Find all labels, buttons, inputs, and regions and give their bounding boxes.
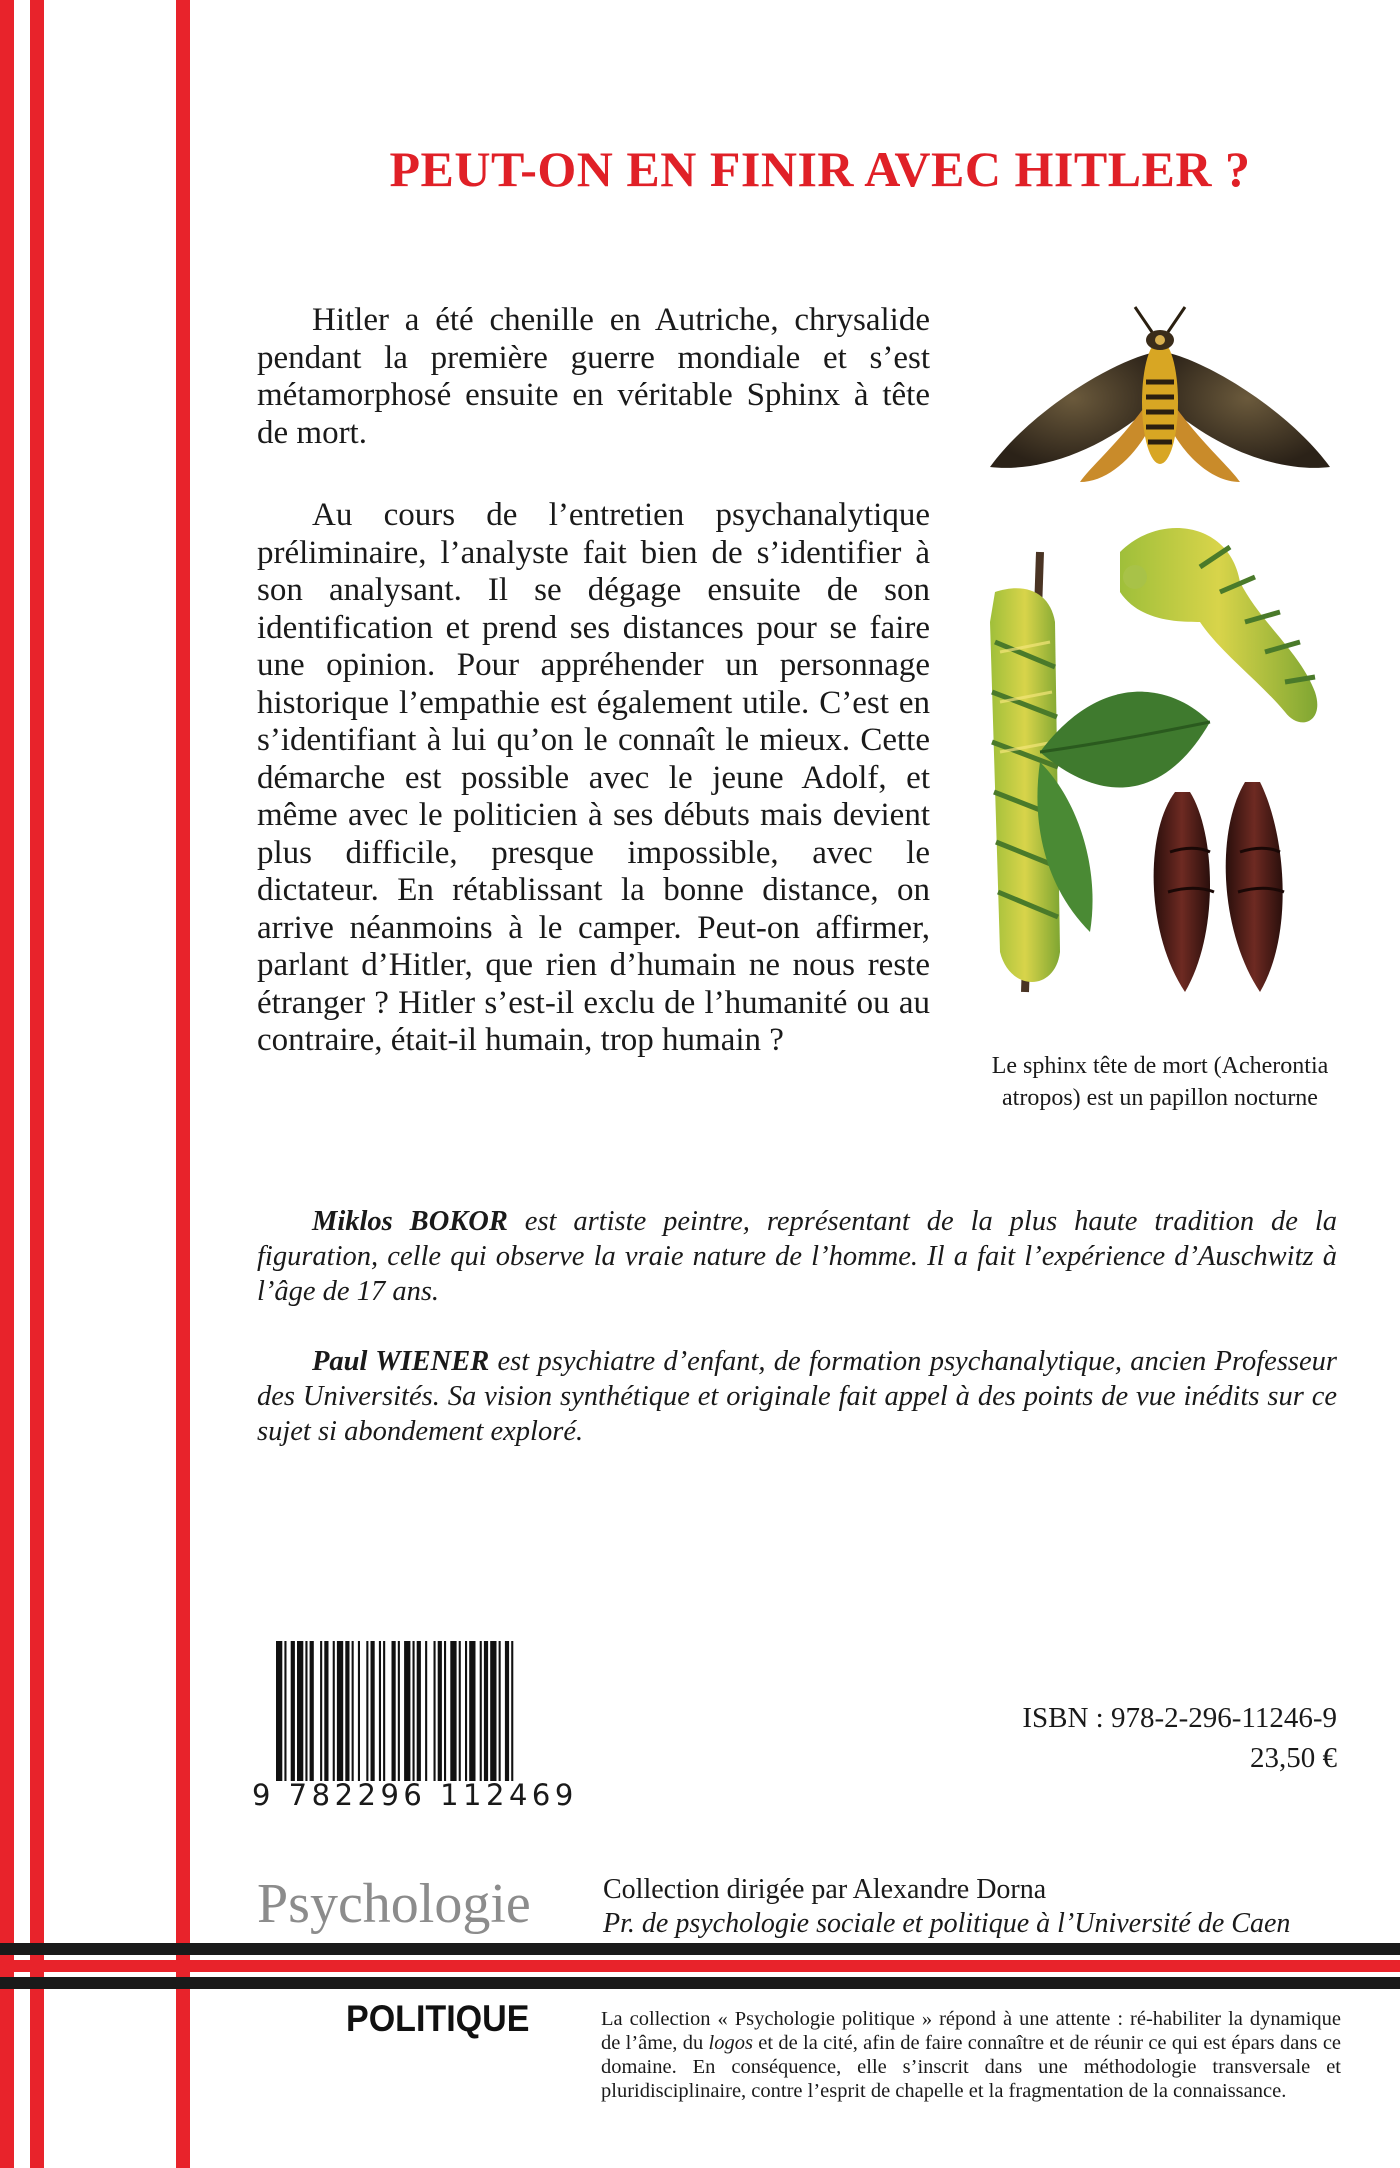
barcode-bar: [398, 1641, 400, 1781]
barcode-bar: [320, 1641, 322, 1781]
desc-logos: logos: [708, 2032, 753, 2054]
isbn-barcode: [276, 1641, 566, 1781]
death-head-hawkmoth-illustration: [970, 292, 1350, 1012]
band-black-2: [0, 1977, 1400, 1989]
barcode-bar: [392, 1641, 396, 1781]
barcode-bar: [379, 1641, 381, 1781]
barcode-bar: [480, 1641, 482, 1781]
barcode-bar: [413, 1641, 415, 1781]
barcode-bar: [490, 1641, 496, 1781]
pupae: [1154, 782, 1284, 992]
barcode-bar: [434, 1641, 436, 1781]
barcode-bar: [465, 1641, 467, 1781]
collection-director: [603, 1873, 1290, 1941]
barcode-bar: [305, 1641, 307, 1781]
barcode-bar: [352, 1641, 354, 1781]
barcode-bar: [511, 1641, 513, 1781]
desc-text-2: et de la cité, afin de faire connaître et de réunir ce qui est épars dans ce domaine. En conséquence, elle s’inscrit dans une méthodologie transversale et pluridisciplinaire, contre l’esprit de chapelle et la fragmentation de la connaissance.: [601, 2032, 1342, 2102]
series-logo-politique: POLITIQUE: [346, 1998, 530, 2039]
barcode-bar: [484, 1641, 488, 1781]
author-bio-text-1: est artiste peintre, représentant de la plus haute tradition de la figuration, celle qui observe la vraie nature de l’homme. Il a fait l’expérience d’Auschwitz à l’âge de 17 ans.: [257, 1206, 1337, 1307]
barcode-bar: [366, 1641, 368, 1781]
band-black-1: [0, 1943, 1400, 1955]
barcode-bar: [333, 1641, 335, 1781]
barcode-bar: [297, 1641, 303, 1781]
barcode-bar: [358, 1641, 360, 1781]
barcode-bar: [459, 1641, 461, 1781]
desc-text-1: La collection « Psychologie politique » répond à une attente : ré-habiliter la dynamique de l’âme, du: [601, 2008, 1341, 2054]
barcode-bar: [425, 1641, 427, 1781]
collection-line-2: Pr. de psychologie sociale et politique à l’Université de Caen: [603, 1908, 1291, 1939]
left-red-stripe-3: [176, 0, 190, 2168]
summary-paragraph-1: [257, 302, 930, 452]
illustration-caption: Le sphinx tête de mort (Acherontia atropos) est un papillon nocturne: [991, 1053, 1329, 1111]
isbn-block: [1022, 1698, 1337, 1778]
barcode-bar: [469, 1641, 475, 1781]
collection-line-1: Collection dirigée par Alexandre Dorna: [603, 1874, 1047, 1905]
barcode-bar: [291, 1641, 295, 1781]
isbn-number: ISBN : 978-2-296-11246-9: [1022, 1702, 1337, 1734]
left-red-stripe-2: [30, 0, 44, 2168]
summary-text-2: Au cours de l’entretien psychanalytique préliminaire, l’analyste fait bien de s’identifier à son analysant. Il se dégage ensuite de son identification et prend ses distances pour se faire une opinion. Pour appréhender un personnage historique l’empathie est également utile. C’est en s’identifiant à lui qu’on le connaît le mieux. Cette démarche est possible avec le jeune Adolf, et même avec le politicien à ses débuts mais devient plus difficile, presque impossible, avec le dictateur. En rétablissant la bonne distance, on arrive néanmoins à le camper. Peut-on affirmer, parlant d’Hitler, que rien d’humain ne nous reste étranger ? Hitler s’est-il exclu de l’humanité ou au contraire, était-il humain, trop humain ?: [257, 497, 930, 1058]
author-bio-1: [257, 1204, 1337, 1309]
barcode-bar: [450, 1641, 456, 1781]
barcode-bar: [499, 1641, 501, 1781]
author-name-2: Paul WIENER: [312, 1346, 490, 1377]
collection-description: [601, 2007, 1341, 2103]
author-bio-2: [257, 1344, 1337, 1449]
barcode-bar: [444, 1641, 446, 1781]
band-red-1: [0, 1960, 1400, 1972]
barcode-bar: [324, 1641, 328, 1781]
price: 23,50 €: [1250, 1742, 1337, 1774]
barcode-bar: [438, 1641, 442, 1781]
barcode-number: 9 782296 112469: [252, 1778, 578, 1812]
barcode-bar: [383, 1641, 385, 1781]
left-red-stripe-1: [0, 0, 14, 2168]
barcode-bar: [345, 1641, 349, 1781]
barcode-bar: [371, 1641, 375, 1781]
barcode-bar: [310, 1641, 314, 1781]
barcode-bar: [505, 1641, 509, 1781]
moth-shape: [990, 307, 1330, 482]
barcode-bar: [417, 1641, 421, 1781]
barcode-bar: [276, 1641, 282, 1781]
author-bio-text-2: est psychiatre d’enfant, de formation psychanalytique, ancien Professeur des Universités. Sa vision synthétique et originale fait appel à des points de vue inédits sur ce sujet si abondement exploré.: [257, 1346, 1337, 1447]
author-name-1: Miklos BOKOR: [312, 1206, 508, 1237]
barcode-bar: [404, 1641, 410, 1781]
series-logo-psychologie: Psychologie: [257, 1873, 531, 1935]
summary-text-1: Hitler a été chenille en Autriche, chrysalide pendant la première guerre mondiale et s’est métamorphosé ensuite en véritable Sphinx à tête de mort.: [257, 302, 930, 451]
book-title: PEUT-ON EN FINIR AVEC HITLER ?: [389, 141, 1251, 197]
barcode-bar: [337, 1641, 343, 1781]
barcode-bar: [284, 1641, 286, 1781]
summary-paragraph-2: [257, 497, 930, 1060]
